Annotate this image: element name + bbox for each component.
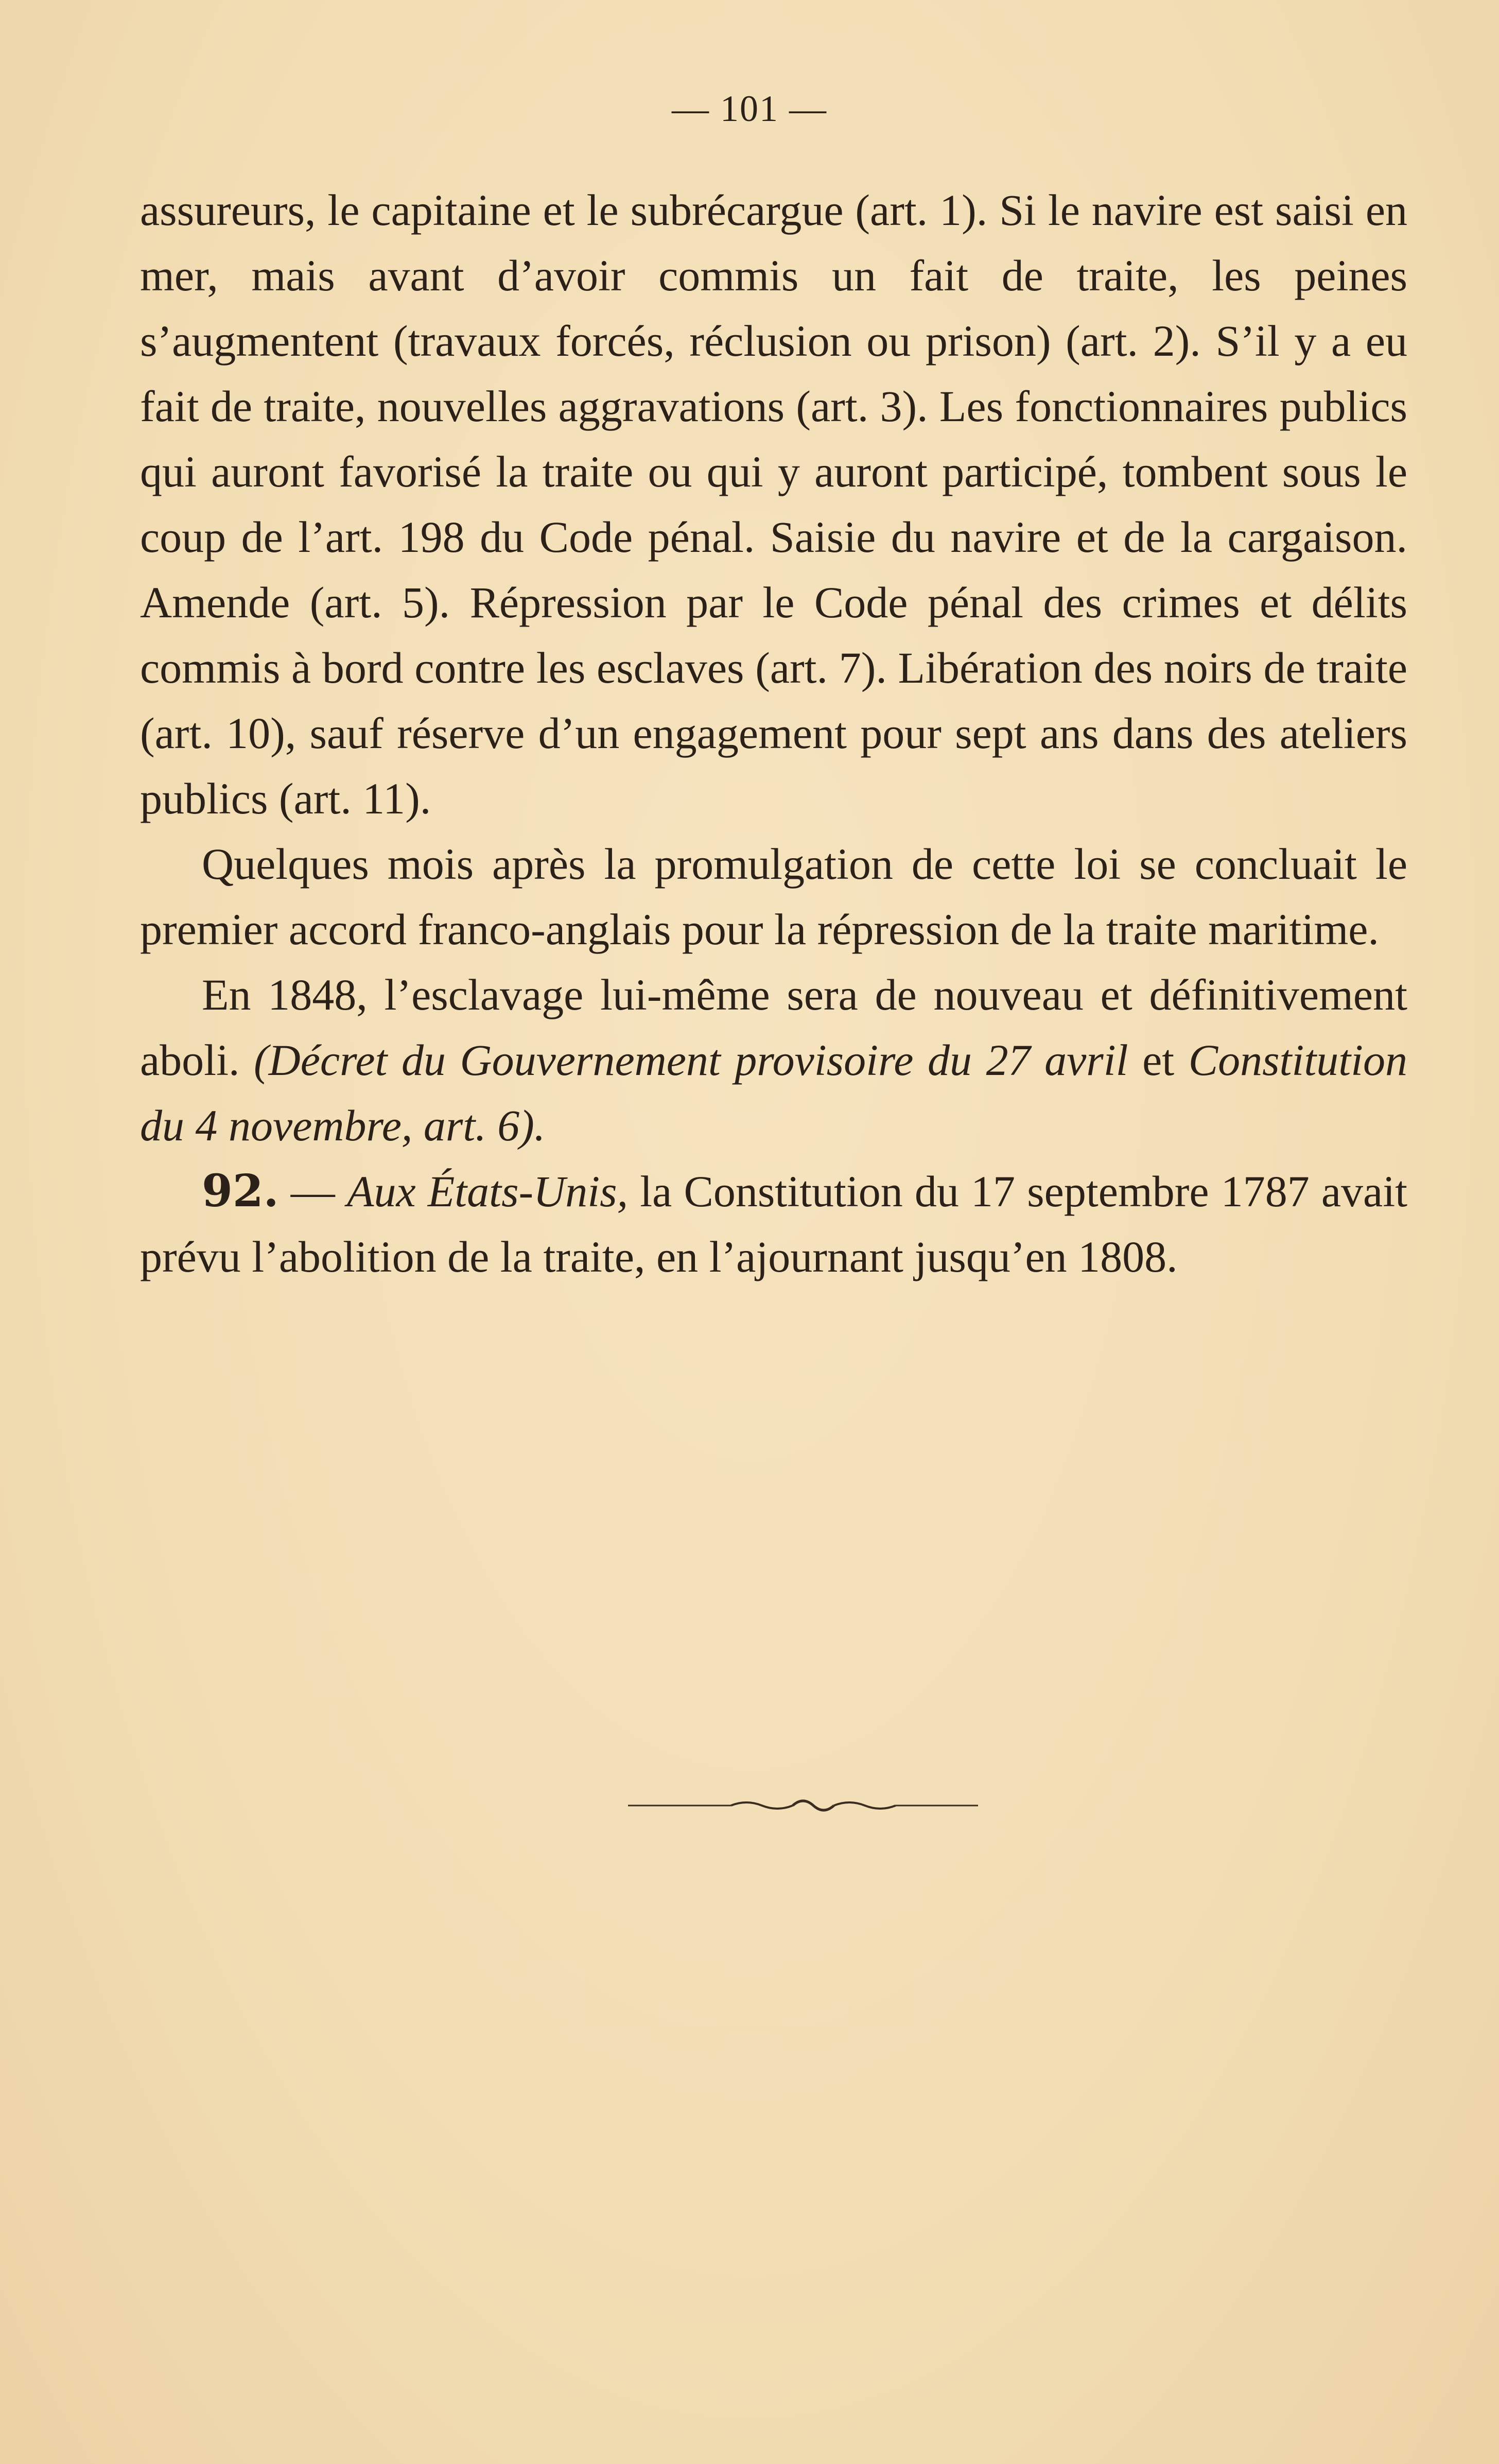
paragraph-4-text: la Constitution du 17 septembre 1787 avait prévu l’abolition de la traite, en l’ajournant jusqu’en 1808.	[140, 1167, 1407, 1281]
paragraph-1: assureurs, le capitaine et le subrécargue (art. 1). Si le navire est saisi en mer, mais avant d’avoir commis un fait de traite, les peines s’augmentent (travaux forcés, réclusion ou prison) (art. 2). S’il y a eu fait de traite, nouvelles aggravations (art. 3). Les fonctionnaires publics qui auront favorisé la traite ou qui y auront participé, tombent sous le coup de l’art. 198 du Code pénal. Saisie du navire et de la cargaison. Amende (art. 5). Répression par le Code pénal des crimes et délits commis à bord contre les esclaves (art. 7). Libération des noirs de traite (art. 10), sauf réserve d’un engagement pour sept ans dans des ateliers publics (art. 11).	[140, 185, 1407, 823]
page-number: — 101 —	[672, 88, 827, 129]
section-number: 92.	[202, 1165, 279, 1217]
paragraph-4	[140, 1158, 1407, 1290]
paragraph-3-text: En 1848, l’esclavage lui-même sera de nouveau et définitivement aboli.	[140, 970, 1407, 1085]
body-text	[140, 178, 1407, 1290]
paragraph-2: Quelques mois après la promulgation de cette loi se concluait le premier accord franco-anglais pour la répression de la traite maritime.	[140, 839, 1407, 954]
section-heading: Aux États-Unis,	[346, 1167, 629, 1216]
section-dash: —	[278, 1167, 347, 1216]
paragraph-3-citation-2: Constitution du 4 novembre, art. 6).	[140, 1035, 1407, 1150]
paragraph-3-citation: (Décret du Gouvernement provisoire du 27 avril	[254, 1035, 1128, 1085]
paragraph-3-conjunction: et	[1128, 1035, 1189, 1085]
tailpiece-ornament-icon	[628, 1794, 978, 1815]
paragraph-3	[140, 962, 1407, 1158]
